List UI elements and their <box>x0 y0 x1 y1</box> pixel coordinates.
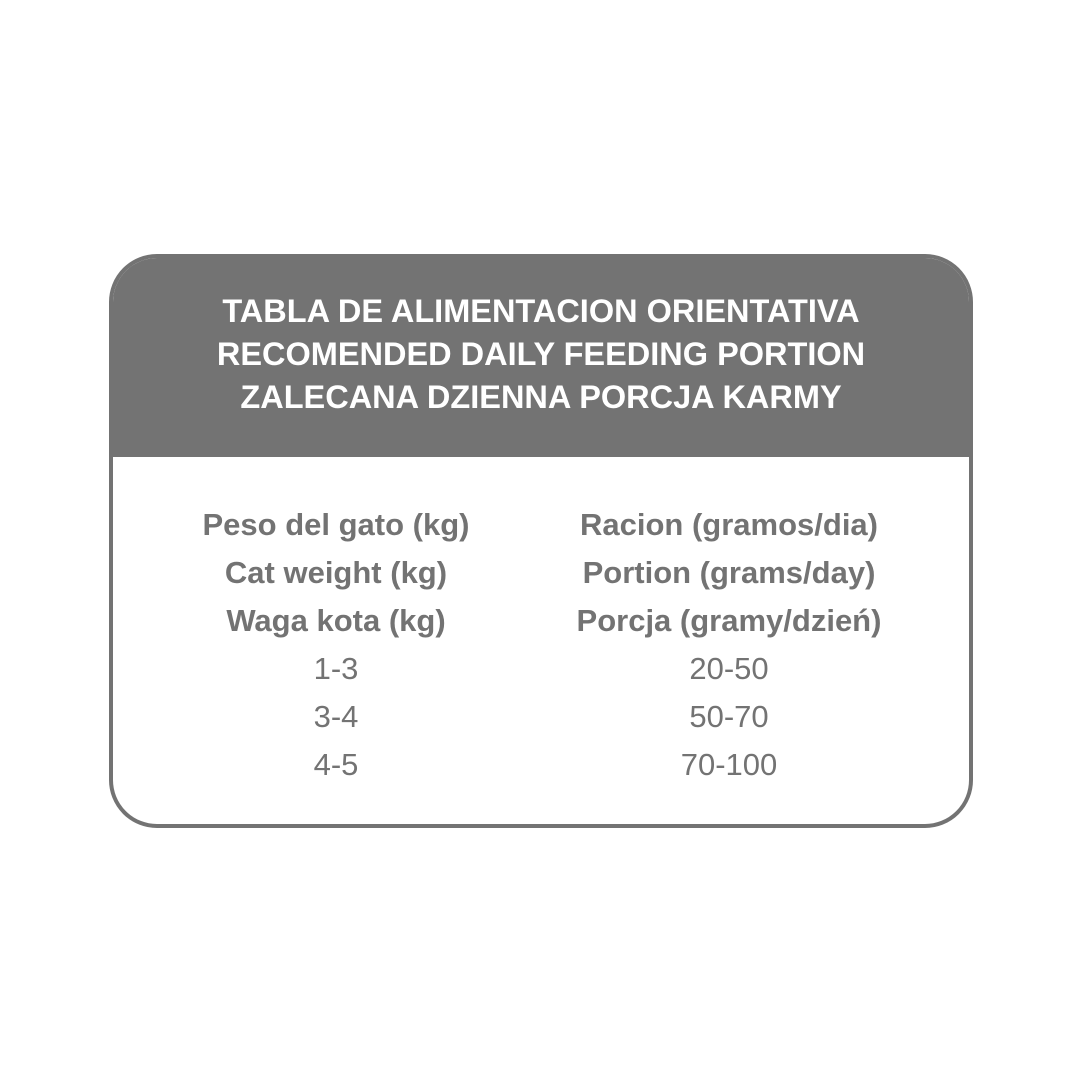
portion-value: 50-70 <box>689 699 769 734</box>
title-spanish: TABLA DE ALIMENTACION ORIENTATIVA <box>222 293 860 329</box>
weight-value: 4-5 <box>313 747 359 782</box>
title-english: RECOMENDED DAILY FEEDING PORTION <box>216 336 866 372</box>
feeding-table-card <box>109 254 973 828</box>
weight-column <box>186 501 486 789</box>
portion-header-spanish: Racion (gramos/dia) <box>580 507 878 542</box>
portion-header-polish: Porcja (gramy/dzień) <box>576 603 882 638</box>
portion-value: 70-100 <box>680 747 778 782</box>
portion-header-english: Portion (grams/day) <box>582 555 876 590</box>
weight-value: 3-4 <box>313 699 359 734</box>
portion-column <box>556 501 902 789</box>
weight-header-english: Cat weight (kg) <box>224 555 448 590</box>
portion-value: 20-50 <box>689 651 769 686</box>
title-polish: ZALECANA DZIENNA PORCJA KARMY <box>240 379 842 415</box>
weight-header-polish: Waga kota (kg) <box>226 603 446 638</box>
feeding-table-header <box>113 258 969 457</box>
feeding-table-body <box>113 457 969 824</box>
weight-value: 1-3 <box>313 651 359 686</box>
weight-header-spanish: Peso del gato (kg) <box>202 507 470 542</box>
